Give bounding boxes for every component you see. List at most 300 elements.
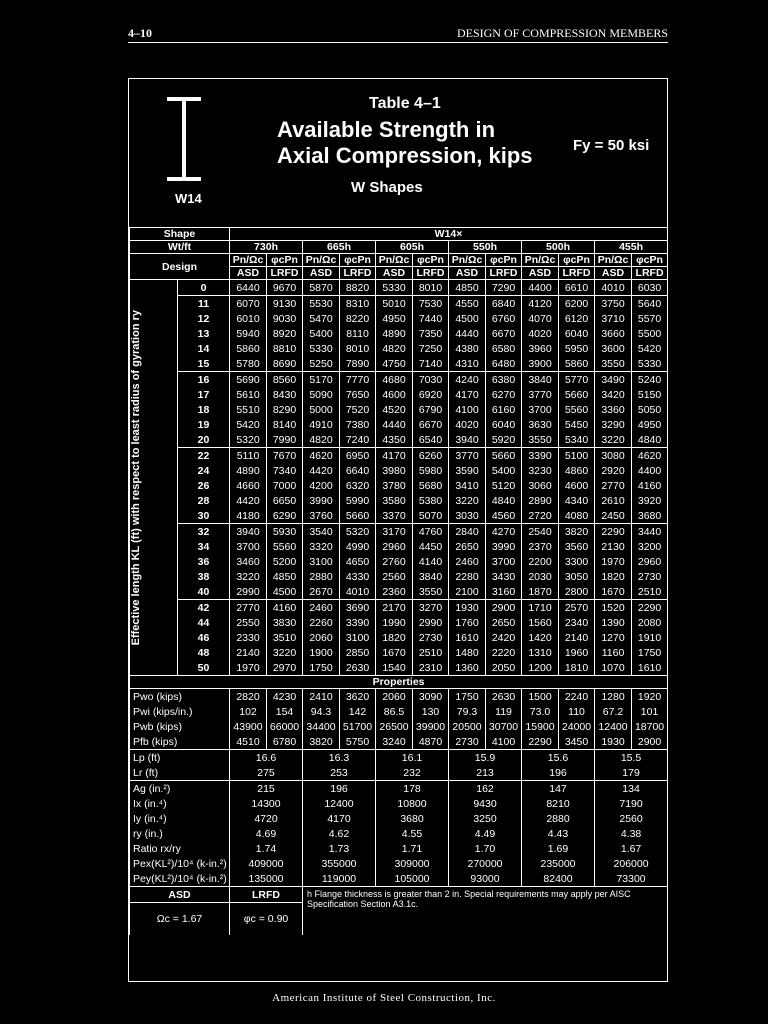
strength-value: 4860	[559, 463, 595, 478]
lrfd-symbol: φcPn	[267, 254, 303, 267]
lrfd-symbol: φcPn	[413, 254, 449, 267]
strength-value: 5330	[632, 356, 668, 372]
strength-value: 4020	[449, 417, 486, 432]
strength-value: 5330	[303, 341, 340, 356]
table-row	[130, 811, 668, 826]
strength-value: 2080	[632, 615, 668, 630]
strength-value: 3700	[230, 539, 267, 554]
lrfd-header: LRFD	[267, 267, 303, 280]
strength-value: 3390	[522, 448, 559, 464]
strength-value: 6950	[340, 448, 376, 464]
footnote: h Flange thickness is greater than 2 in. Special requirements may apply per AISC Specification Section A3.1c.	[303, 887, 668, 936]
strength-value: 7140	[413, 356, 449, 372]
property-value: 10800	[376, 796, 449, 811]
strength-value: 1390	[595, 615, 632, 630]
property-value: 142	[340, 704, 376, 719]
strength-value: 2770	[230, 600, 267, 616]
kl-value: 42	[178, 600, 230, 616]
strength-value: 3320	[303, 539, 340, 554]
property-value: 1500	[522, 689, 559, 705]
strength-value: 4420	[303, 463, 340, 478]
table-row	[130, 645, 668, 660]
property-value: 1.70	[449, 841, 522, 856]
strength-value: 4440	[449, 326, 486, 341]
strength-value: 6760	[486, 311, 522, 326]
strength-value: 5610	[230, 387, 267, 402]
property-value: 196	[303, 781, 376, 797]
strength-value: 1070	[595, 660, 632, 676]
strength-value: 5640	[632, 296, 668, 312]
strength-value: 4020	[522, 326, 559, 341]
strength-value: 2840	[449, 524, 486, 540]
strength-value: 2850	[340, 645, 376, 660]
asd-header: ASD	[595, 267, 632, 280]
strength-value: 2760	[376, 554, 413, 569]
effective-length-axis-label: Effective length KL (ft) with respect to least radius of gyration ry	[130, 309, 142, 646]
property-value: 2410	[303, 689, 340, 705]
asd-header: ASD	[522, 267, 559, 280]
property-value: 154	[267, 704, 303, 719]
wtft-header: Wt/ft	[130, 241, 230, 254]
table-row	[130, 569, 668, 584]
strength-value: 2770	[595, 478, 632, 493]
omega-value: Ωc = 1.67	[130, 903, 230, 936]
running-header	[128, 20, 668, 43]
strength-value: 8140	[267, 417, 303, 432]
strength-value: 2720	[522, 508, 559, 524]
strength-value: 5450	[559, 417, 595, 432]
property-value: 2730	[449, 734, 486, 750]
strength-value: 9670	[267, 280, 303, 296]
strength-value: 5420	[632, 341, 668, 356]
strength-value: 2030	[522, 569, 559, 584]
strength-value: 1820	[595, 569, 632, 584]
strength-value: 5240	[632, 372, 668, 388]
strength-value: 1810	[559, 660, 595, 676]
property-value: 67.2	[595, 704, 632, 719]
property-value: 3250	[449, 811, 522, 826]
strength-value: 1970	[230, 660, 267, 676]
strength-value: 3940	[230, 524, 267, 540]
strength-value: 7340	[267, 463, 303, 478]
property-value: 4.69	[230, 826, 303, 841]
strength-value: 1670	[595, 584, 632, 600]
kl-value: 28	[178, 493, 230, 508]
property-value: 162	[449, 781, 522, 797]
property-value: 73300	[595, 871, 668, 887]
strength-value: 2970	[267, 660, 303, 676]
kl-value: 50	[178, 660, 230, 676]
table-row	[130, 448, 668, 464]
strength-value: 3700	[486, 554, 522, 569]
strength-value: 1760	[449, 615, 486, 630]
table-row	[130, 228, 668, 241]
strength-value: 3550	[595, 356, 632, 372]
property-value: 18700	[632, 719, 668, 734]
lrfd-header: LRFD	[413, 267, 449, 280]
strength-value: 3680	[632, 508, 668, 524]
table-row	[130, 341, 668, 356]
strength-value: 2360	[376, 584, 413, 600]
strength-value: 5530	[303, 296, 340, 312]
property-value: 66000	[267, 719, 303, 734]
strength-value: 1610	[632, 660, 668, 676]
strength-value: 3840	[413, 569, 449, 584]
strength-value: 4010	[340, 584, 376, 600]
property-value: 1.67	[595, 841, 668, 856]
strength-value: 5380	[413, 493, 449, 508]
property-value: 110	[559, 704, 595, 719]
property-value: 4510	[230, 734, 267, 750]
property-value: 2290	[522, 734, 559, 750]
table-row	[130, 387, 668, 402]
lrfd-symbol: φcPn	[559, 254, 595, 267]
kl-value: 18	[178, 402, 230, 417]
table-row	[130, 630, 668, 645]
strength-value: 6650	[267, 493, 303, 508]
table-row	[130, 326, 668, 341]
strength-value: 3540	[303, 524, 340, 540]
strength-value: 4990	[340, 539, 376, 554]
strength-value: 1750	[303, 660, 340, 676]
property-value: 6780	[267, 734, 303, 750]
strength-value: 8290	[267, 402, 303, 417]
property-label: Pwb (kips)	[130, 719, 230, 734]
property-label: Pwi (kips/in.)	[130, 704, 230, 719]
strength-value: 8310	[340, 296, 376, 312]
strength-value: 5010	[376, 296, 413, 312]
property-value: 130	[413, 704, 449, 719]
property-value: 4720	[230, 811, 303, 826]
strength-value: 5090	[303, 387, 340, 402]
strength-value: 2050	[486, 660, 522, 676]
strength-value: 4840	[486, 493, 522, 508]
property-value: 3680	[376, 811, 449, 826]
table-row	[130, 493, 668, 508]
property-value: 93000	[449, 871, 522, 887]
table-row	[130, 734, 668, 750]
strength-value: 1970	[595, 554, 632, 569]
strength-value: 4160	[632, 478, 668, 493]
strength-value: 6440	[230, 280, 267, 296]
strength-value: 5120	[486, 478, 522, 493]
strength-value: 6320	[340, 478, 376, 493]
property-value: 12400	[303, 796, 376, 811]
strength-value: 5660	[340, 508, 376, 524]
strength-value: 4070	[522, 311, 559, 326]
property-value: 82400	[522, 871, 595, 887]
property-value: 2560	[595, 811, 668, 826]
lrfd-header: LRFD	[632, 267, 668, 280]
strength-value: 1270	[595, 630, 632, 645]
strength-value: 4500	[449, 311, 486, 326]
series-header: W14×	[230, 228, 668, 241]
yield-strength: Fy = 50 ksi	[573, 137, 650, 154]
strength-value: 1480	[449, 645, 486, 660]
property-value: 15900	[522, 719, 559, 734]
strength-value: 1420	[522, 630, 559, 645]
property-value: 409000	[230, 856, 303, 871]
strength-value: 5560	[267, 539, 303, 554]
strength-value: 5870	[303, 280, 340, 296]
strength-value: 2140	[230, 645, 267, 660]
table-row	[130, 554, 668, 569]
property-value: 3620	[340, 689, 376, 705]
table-row	[130, 280, 668, 296]
strength-value: 8690	[267, 356, 303, 372]
strength-value: 4400	[632, 463, 668, 478]
property-value: 26500	[376, 719, 413, 734]
table-row	[130, 781, 668, 797]
strength-value: 2730	[632, 569, 668, 584]
strength-value: 3270	[413, 600, 449, 616]
strength-value: 5050	[632, 402, 668, 417]
kl-value: 26	[178, 478, 230, 493]
strength-value: 8010	[340, 341, 376, 356]
property-value: 4.55	[376, 826, 449, 841]
strength-value: 2100	[449, 584, 486, 600]
strength-value: 3920	[632, 493, 668, 508]
property-value: 3240	[376, 734, 413, 750]
strength-value: 5400	[303, 326, 340, 341]
strength-value: 5920	[486, 432, 522, 448]
lrfd-symbol: φcPn	[486, 254, 522, 267]
property-value: 1930	[595, 734, 632, 750]
table-row	[130, 841, 668, 856]
table-row	[130, 463, 668, 478]
strength-value: 7520	[340, 402, 376, 417]
strength-value: 4890	[230, 463, 267, 478]
strength-value: 4420	[230, 493, 267, 508]
property-value: 2630	[486, 689, 522, 705]
strength-value: 6040	[486, 417, 522, 432]
property-value: 12400	[595, 719, 632, 734]
strength-value: 7670	[267, 448, 303, 464]
table-row	[130, 478, 668, 493]
strength-value: 2060	[303, 630, 340, 645]
strength-value: 6580	[486, 341, 522, 356]
strength-value: 6010	[230, 311, 267, 326]
strength-value: 3940	[449, 432, 486, 448]
property-label: Pfb (kips)	[130, 734, 230, 750]
property-value: 4230	[267, 689, 303, 705]
strength-value: 4600	[559, 478, 595, 493]
property-value: 86.5	[376, 704, 413, 719]
axis-label-cell	[130, 280, 178, 676]
strength-value: 3770	[449, 448, 486, 464]
strength-value: 8110	[340, 326, 376, 341]
property-value: 15.5	[595, 750, 668, 766]
strength-value: 4840	[632, 432, 668, 448]
strength-value: 3840	[522, 372, 559, 388]
property-label: Iy (in.⁴)	[130, 811, 230, 826]
strength-value: 7240	[340, 432, 376, 448]
property-value: 232	[376, 765, 449, 781]
design-header: Design	[130, 254, 230, 280]
strength-value: 4380	[449, 341, 486, 356]
strength-value: 8220	[340, 311, 376, 326]
strength-value: 5100	[559, 448, 595, 464]
strength-value: 3750	[595, 296, 632, 312]
property-value: 275	[230, 765, 303, 781]
strength-value: 3690	[340, 600, 376, 616]
property-value: 134	[595, 781, 668, 797]
strength-value: 5860	[230, 341, 267, 356]
weight-header: 500h	[522, 241, 595, 254]
strength-value: 2260	[303, 615, 340, 630]
property-value: 135000	[230, 871, 303, 887]
property-label: ry (in.)	[130, 826, 230, 841]
strength-value: 4600	[376, 387, 413, 402]
strength-value: 1560	[522, 615, 559, 630]
table-row	[130, 887, 668, 903]
strength-value: 1670	[376, 645, 413, 660]
property-value: 102	[230, 704, 267, 719]
strength-value: 2990	[230, 584, 267, 600]
strength-value: 5250	[303, 356, 340, 372]
strength-value: 5510	[230, 402, 267, 417]
property-value: 235000	[522, 856, 595, 871]
asd-header: ASD	[303, 267, 340, 280]
strength-value: 4120	[522, 296, 559, 312]
strength-value: 3600	[595, 341, 632, 356]
table-row	[130, 600, 668, 616]
strength-value: 5320	[230, 432, 267, 448]
strength-value: 5660	[486, 448, 522, 464]
strength-value: 7250	[413, 341, 449, 356]
weight-header: 605h	[376, 241, 449, 254]
asd-header: ASD	[376, 267, 413, 280]
property-value: 2820	[230, 689, 267, 705]
property-label: Pex(KL²)/10⁴ (k-in.²)	[130, 856, 230, 871]
property-value: 4.62	[303, 826, 376, 841]
property-value: 179	[595, 765, 668, 781]
strength-value: 1710	[522, 600, 559, 616]
property-value: 1280	[595, 689, 632, 705]
strength-value: 5770	[559, 372, 595, 388]
strength-value: 3960	[522, 341, 559, 356]
kl-value: 48	[178, 645, 230, 660]
strength-value: 1900	[303, 645, 340, 660]
strength-value: 2220	[486, 645, 522, 660]
table-row	[130, 241, 668, 254]
strength-value: 3550	[522, 432, 559, 448]
strength-value: 3220	[230, 569, 267, 584]
strength-value: 4620	[632, 448, 668, 464]
strength-value: 2140	[559, 630, 595, 645]
shape-header: Shape	[130, 228, 230, 241]
property-value: 3090	[413, 689, 449, 705]
strength-value: 3420	[595, 387, 632, 402]
property-value: 4870	[413, 734, 449, 750]
property-value: 24000	[559, 719, 595, 734]
kl-value: 24	[178, 463, 230, 478]
strength-value: 5990	[340, 493, 376, 508]
strength-value: 2880	[303, 569, 340, 584]
strength-value: 6160	[486, 402, 522, 417]
strength-value: 4080	[559, 508, 595, 524]
strength-value: 4890	[376, 326, 413, 341]
strength-value: 5500	[632, 326, 668, 341]
strength-value: 7440	[413, 311, 449, 326]
property-value: 196	[522, 765, 595, 781]
kl-value: 38	[178, 569, 230, 584]
strength-value: 5000	[303, 402, 340, 417]
strength-value: 6670	[486, 326, 522, 341]
strength-value: 1310	[522, 645, 559, 660]
strength-value: 4200	[303, 478, 340, 493]
property-value: 15.6	[522, 750, 595, 766]
strength-value: 4140	[413, 554, 449, 569]
strength-value: 8010	[413, 280, 449, 296]
strength-value: 2550	[230, 615, 267, 630]
strength-value: 1930	[449, 600, 486, 616]
strength-value: 2890	[522, 493, 559, 508]
table-row	[130, 539, 668, 554]
property-value: 8210	[522, 796, 595, 811]
property-label: Pwo (kips)	[130, 689, 230, 705]
strength-value: 1200	[522, 660, 559, 676]
strength-value: 3430	[486, 569, 522, 584]
table-row	[130, 432, 668, 448]
strength-value: 7000	[267, 478, 303, 493]
property-value: 119000	[303, 871, 376, 887]
properties-header: Properties	[130, 676, 668, 689]
strength-value: 7770	[340, 372, 376, 388]
strength-value: 2610	[595, 493, 632, 508]
strength-value: 3780	[376, 478, 413, 493]
strength-value: 3560	[559, 539, 595, 554]
property-value: 309000	[376, 856, 449, 871]
kl-value: 0	[178, 280, 230, 296]
table-row	[130, 689, 668, 705]
phi-value: φc = 0.90	[230, 903, 303, 936]
lrfd-symbol: φcPn	[340, 254, 376, 267]
strength-value: 1750	[632, 645, 668, 660]
kl-value: 44	[178, 615, 230, 630]
kl-value: 30	[178, 508, 230, 524]
table-subtitle: W Shapes	[351, 179, 423, 196]
strength-value: 6640	[340, 463, 376, 478]
strength-value: 3830	[267, 615, 303, 630]
property-value: 2060	[376, 689, 413, 705]
table-row	[130, 826, 668, 841]
property-value: 4100	[486, 734, 522, 750]
property-value: 15.9	[449, 750, 522, 766]
property-value: 1.73	[303, 841, 376, 856]
strength-value: 1360	[449, 660, 486, 676]
strength-value: 6840	[486, 296, 522, 312]
kl-value: 15	[178, 356, 230, 372]
strength-value: 5330	[376, 280, 413, 296]
strength-value: 4400	[522, 280, 559, 296]
strength-value: 3200	[632, 539, 668, 554]
strength-value: 4350	[376, 432, 413, 448]
strength-value: 6610	[559, 280, 595, 296]
strength-value: 4660	[230, 478, 267, 493]
property-value: 9430	[449, 796, 522, 811]
strength-value: 1960	[559, 645, 595, 660]
kl-value: 12	[178, 311, 230, 326]
strength-value: 2450	[595, 508, 632, 524]
strength-value: 3660	[595, 326, 632, 341]
strength-value: 5400	[486, 463, 522, 478]
strength-value: 2340	[559, 615, 595, 630]
strength-value: 3100	[303, 554, 340, 569]
table-title: Available Strength in Axial Compression, kips	[277, 117, 533, 168]
table-frame	[128, 78, 668, 982]
asd-symbol: Pn/Ωc	[230, 254, 267, 267]
